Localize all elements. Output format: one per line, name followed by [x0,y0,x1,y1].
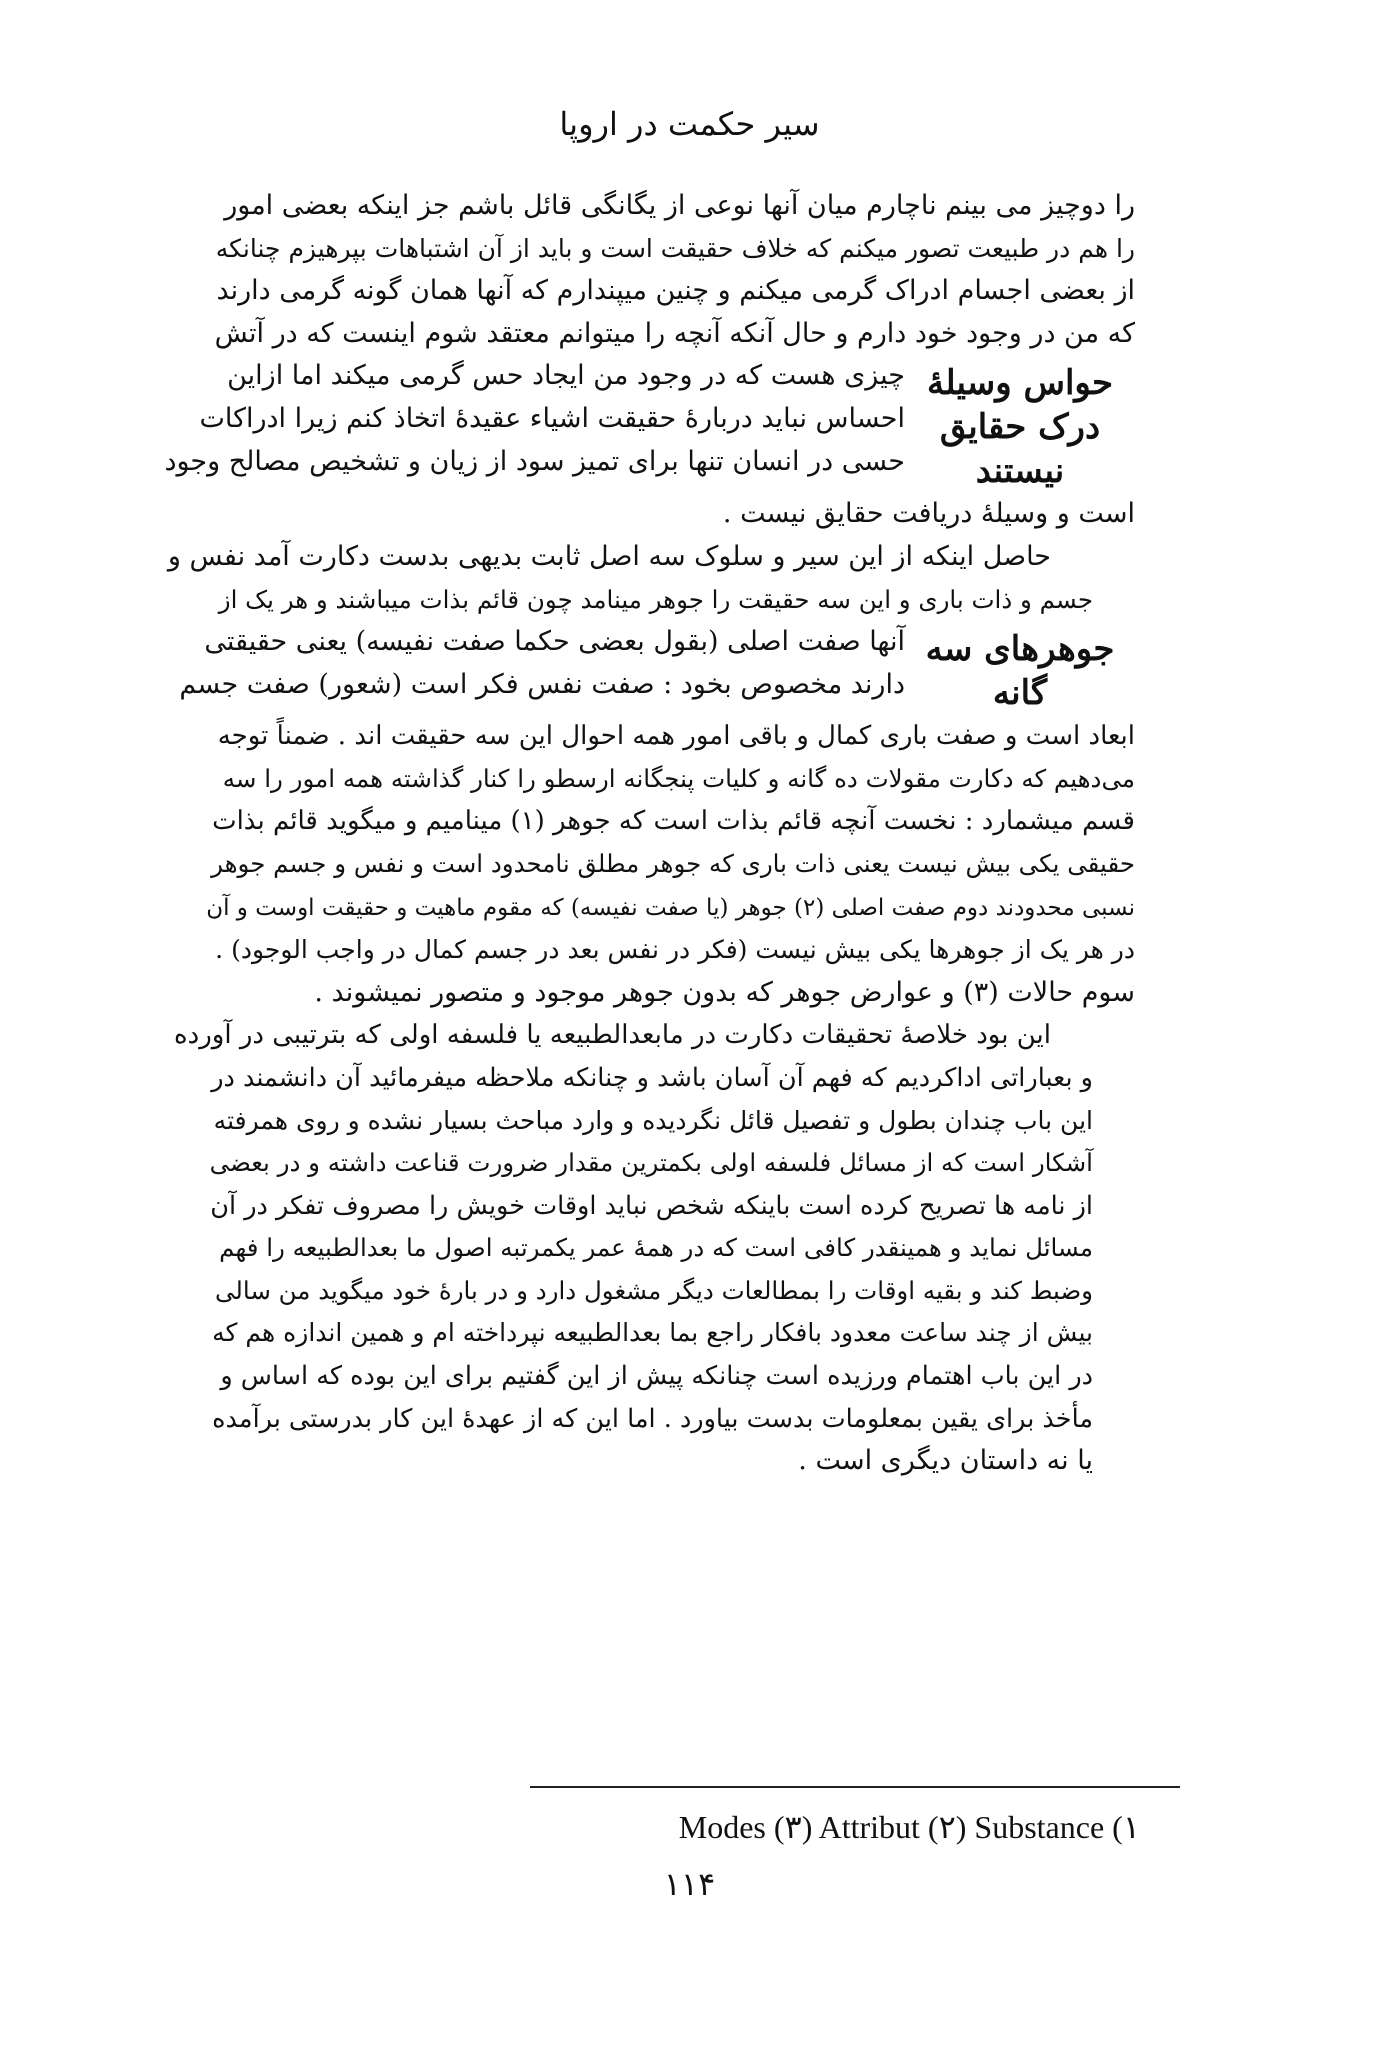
margin-lines-1 [164,355,905,483]
side-heading-substances: جوهرهای سه گانه [925,629,1115,714]
text-line: این بود خلاصهٔ تحقیقات دکارت در مابعدالطبیعه یا فلسفه اولی که بترتیبی در آورده [174,1020,1051,1051]
paragraph-1-tail [205,493,1135,536]
side-heading-senses: حواس وسیلهٔ درک حقایق نیستند [926,363,1114,492]
text-line: مسائل نماید و همینقدر کافی است که در همهٔ عمر یکمرتبه اصول ما بعدالطبیعه را فهم [219,1233,1093,1263]
text-line: چیزی هست که در وجود من ایجاد حس گرمی میکند اما ازاین [227,360,905,392]
margin-block-2 [179,621,1135,715]
text-line: از بعضی اجسام ادراک گرمی میکنم و چنین میپندارم که آنها همان گونه گرمی دارند [216,275,1135,307]
text-line: بیش از چند ساعت معدود بافکار راجع بما بعدالطبیعه نپرداخته ام و همین اندازه هم که [212,1318,1093,1348]
text-line: در این باب اهتمام ورزیده است چنانکه پیش از این گفتیم برای این بوده که اساس و [220,1361,1093,1392]
text-line: است و وسیلهٔ دریافت حقایق نیست . [722,498,1135,530]
text-line: قسم میشمارد : نخست آنچه قائم بذات است که جوهر (۱) مینامیم و میگوید قائم بذات [212,806,1135,837]
text-line: ابعاد است و صفت باری کمال و باقی امور همه احوال این سه حقیقت اند . ضمناً توجه [217,721,1135,752]
text-line: سوم حالات (۳) و عوارض جوهر که بدون جوهر موجود و متصور نمیشوند . [314,976,1135,1008]
paragraph-2-rest [205,715,1135,1014]
paragraph-3 [174,1014,1135,1483]
text-line: جسم و ذات باری و این سه حقیقت را جوهر مینامد چون قائم بذات میباشند و هر یک از [218,584,1093,614]
footnote-divider [530,1786,1180,1788]
text-line: را هم در طبیعت تصور میکنم که خلاف حقیقت است و باید از آن اشتباهات بپرهیزم چنانکه [215,233,1135,263]
text-line: را دوچیز می بینم ناچارم میان آنها نوعی از یگانگی قائل باشم جز اینکه بعضی امور [224,190,1135,221]
running-header: سیر حکمت در اروپا [559,105,820,143]
text-line: آنها صفت اصلی (بقول بعضی حکما صفت نفیسه) یعنی حقیقتی [204,626,905,658]
text-line: وضبط کند و بقیه اوقات را بمطالعات دیگر مشغول دارد و در بارهٔ خود میگوید من سالی [214,1275,1093,1305]
text-line: دارند مخصوص بخود : صفت نفس فکر است (شعور) صفت جسم [179,668,905,700]
text-line: یا نه داستان دیگری است . [798,1445,1093,1477]
text-line: احساس نباید دربارهٔ حقیقت اشیاء عقیدهٔ اتخاذ کنم زیرا ادراکات [199,402,905,434]
text-line: که من در وجود خود دارم و حال آنکه آنچه را میتوانم معتقد شوم اینست که در آتش [214,317,1135,349]
margin-lines-2 [179,621,905,706]
text-line: از نامه ها تصریح کرده است باینکه شخص نباید اوقات خویش را مصروف تفکر در آن [210,1190,1093,1221]
text-line: مأخذ برای یقین بمعلومات بدست بیاورد . اما این که از عهدهٔ این کار بدرستی برآمده [212,1403,1093,1434]
text-line: حسی در انسان تنها برای تمیز سود از زیان و تشخیص مصالح وجود [164,445,905,477]
paragraph-1 [205,185,1135,355]
text-line: این باب چندان بطول و تفصیل قائل نگردیده و وارد مباحث بسیار نشده و روی همرفته [213,1105,1093,1135]
text-line: در هر یک از جوهرها یکی بیش نیست (فکر در نفس بعد در جسم کمال در واجب الوجود) . [215,935,1135,965]
text-line: می‌دهیم که دکارت مقولات ده گانه و کلیات پنجگانه ارسطو را کنار گذاشته همه امور را سه [222,763,1135,793]
text-line: حقیقی یکی بیش نیست یعنی ذات باری که جوهر مطلق نامحدود است و نفس و جسم جوهر [211,848,1135,878]
text-line: حاصل اینکه از این سیر و سلوک سه اصل ثابت بدیهی بدست دکارت آمد نفس و [167,540,1051,572]
text-line: آشکار است که از مسائل فلسفه اولی بکمترین مقدار ضرورت قناعت داشته و در بعضی [209,1148,1093,1178]
main-text [164,185,1135,1483]
margin-block-1 [164,355,1135,493]
paragraph-2 [167,536,1135,621]
footnote: Modes (۳) Attribut (۲) Substance (۱ [678,1809,1140,1845]
text-line: نسبی محدودند دوم صفت اصلی (۲) جوهر (یا صفت نفیسه) که مقوم ماهیت و حقیقت اوست و آن [206,894,1135,921]
page-number: ۱۱۴ [663,1865,716,1903]
text-line: و بعباراتی اداکردیم که فهم آن آسان باشد و چنانکه ملاحظه میفرمائید آن دانشمند در [211,1062,1093,1093]
